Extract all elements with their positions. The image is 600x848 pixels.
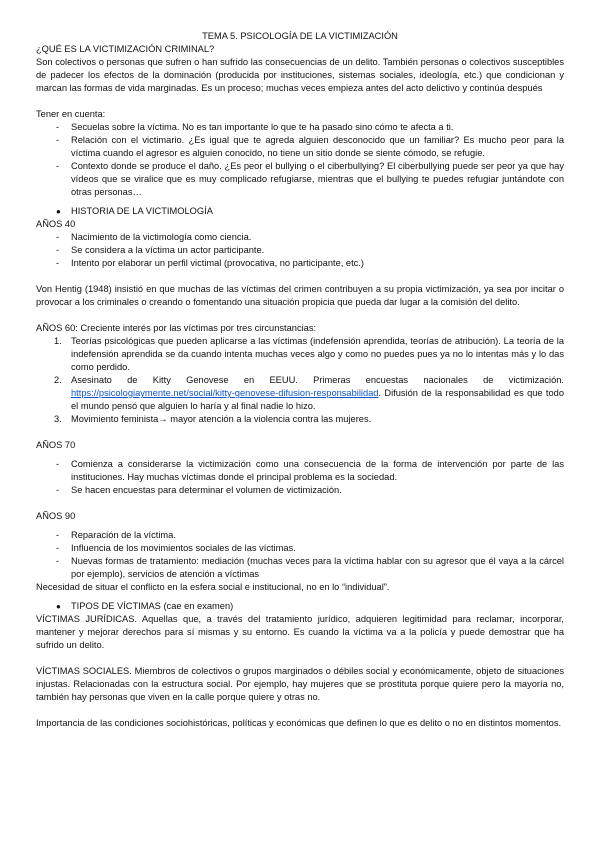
decade-90-note: Necesidad de situar el conflicto en la esfera social e institucional, no en lo “individual”.	[36, 582, 390, 592]
question-heading: ¿QUÉ ES LA VICTIMIZACIÓN CRIMINAL?	[36, 44, 215, 54]
history-heading: ● HISTORIA DE LA VICTIMOLOGÍA	[56, 206, 213, 216]
decade-40-heading: AÑOS 40	[36, 219, 76, 229]
kitty-genovese-link[interactable]: https://psicologiaymente.net/social/kitty-genovese-difusion-responsabilidad	[71, 388, 379, 398]
list-item: - Se considera a la víctima un actor participante.	[56, 245, 265, 255]
list-item: - Influencia de los movimientos sociales de las víctimas.	[56, 543, 296, 553]
decade-70-list	[36, 458, 564, 497]
consider-list	[36, 121, 564, 199]
decade-40-list	[36, 231, 564, 270]
list-item: 1. Teorías psicológicas que pueden aplicarse a las víctimas (indefensión aprendida, teorías de atribución). La teoría de la indefensión aprendida se da cuando intenta muchas veces algo y como no puedes pues ya no lo intentas más y lo das como perdido.	[54, 336, 564, 372]
decade-60-heading: AÑOS 60: Creciente interés por las víctimas por tres circunstancias:	[36, 323, 317, 333]
decade-70-heading: AÑOS 70	[36, 440, 76, 450]
bullet-icon: ●	[56, 207, 61, 216]
list-item: 2. Asesinato de Kitty Genovese en EEUU. Primeras encuestas nacionales de victimización. https://psicologiaymente.net/social/kitty-genovese-difusion-responsabilidad. Difusión de la responsabilidad es que todo el mundo pensó que alguien lo haría y al final nadie lo hizo.	[54, 375, 564, 411]
document-title: TEMA 5. PSICOLOGÍA DE LA VICTIMIZACIÓN	[202, 31, 398, 41]
importancia-paragraph: Importancia de las condiciones sociohistóricas, políticas y económicas que definen lo que es delito o no en distintos momentos.	[36, 718, 562, 728]
victimas-sociales-paragraph: VÍCTIMAS SOCIALES. Miembros de colectivos o grupos marginados o débiles social y económicamente, objeto de situaciones injustas. Relacionadas con la estructura social. Por ejemplo, hay mujeres que se prostituta porque quiere pero la mayoría no, también hay personas que viven en la calle porque quiere y otras no.	[36, 666, 564, 702]
types-heading: ● TIPOS DE VÍCTIMAS (cae en examen)	[56, 601, 234, 611]
list-item: - Secuelas sobre la víctima. No es tan importante lo que te ha pasado sino cómo te afecta a ti.	[56, 122, 454, 132]
list-item: - Nuevas formas de tratamiento: mediación (muchas veces para la víctima hablar con su agresor que él vaya a la cárcel por ejemplo), servicios de atención a víctimas	[56, 556, 564, 579]
list-item: - Nacimiento de la victimología como ciencia.	[56, 232, 252, 242]
victimas-juridicas-paragraph: VÍCTIMAS JURÍDICAS. Aquellas que, a través del tratamiento jurídico, adquieren legitimidad para reclamar, incorporar, mantener y mejorar derechos para sí mismas y su entorno. Es cuando la víctima va a la policía y puede demostrar que ha sufrido un delito.	[36, 614, 564, 650]
intro-paragraph: Son colectivos o personas que sufren o han sufrido las consecuencias de un delito. También personas o colectivos susceptibles de padecer los efectos de la dominación (producida por instituciones, sistemas sociales, ideología, etc.) que condicionan y marcan las formas de vida marginadas. Es un proceso; muchas veces empieza antes del acto delictivo y continúa después	[36, 57, 564, 93]
list-item: 3. Movimiento feminista→ mayor atención a la violencia contra las mujeres.	[54, 414, 372, 424]
list-item: - Se hacen encuestas para determinar el volumen de victimización.	[56, 485, 342, 495]
decade-90-heading: AÑOS 90	[36, 511, 76, 521]
list-item: - Comienza a considerarse la victimización como una consecuencia de la forma de intervención por parte de las instituciones. Hay muchas víctimas donde el principal problema es la sociedad.	[56, 459, 564, 482]
list-item: - Intento por elaborar un perfil victimal (provocativa, no participante, etc.)	[56, 258, 364, 268]
consider-heading: Tener en cuenta:	[36, 109, 106, 119]
hentig-paragraph: Von Hentig (1948) insistió en que muchas de las víctimas del crimen contribuyen a su propia victimización, ya sea por incitar o provocar a los criminales o creando o fomentando una situación propicia que pueda dar lugar a la comisión del delito.	[36, 284, 564, 307]
bullet-icon: ●	[56, 602, 61, 611]
document-page	[36, 30, 564, 730]
list-item: - Reparación de la víctima.	[56, 530, 176, 540]
list-item: - Relación con el victimario. ¿Es igual que te agreda alguien desconocido que un familiar? Es mucho peor para la víctima cuando el agresor es alguien conocido, no tiene un sitio donde se siente cómodo, se refugie.	[56, 135, 564, 158]
list-item: - Contexto donde se produce el daño. ¿Es peor el bullying o el ciberbullying? El ciberbullying puede ser peor ya que hay vídeos que se viralice que es muy complicado refugiarse, mientras que el bullying te puedes refugiar juntándote con otras personas…	[56, 161, 564, 197]
decade-60-list	[36, 335, 564, 426]
decade-90-list	[36, 529, 564, 581]
